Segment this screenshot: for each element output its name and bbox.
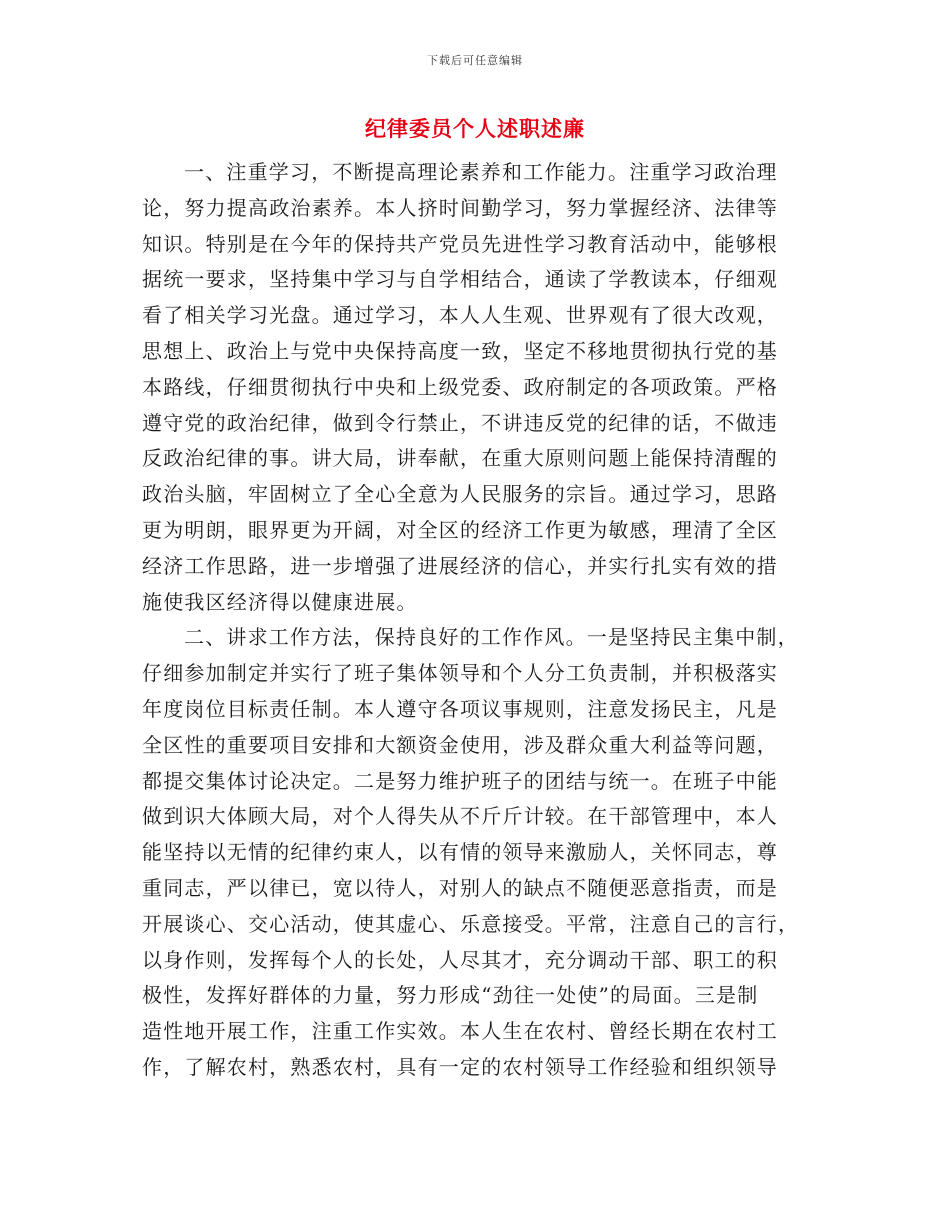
paragraph-2-line: 开展谈心、交心活动，使其虚心、乐意接受。平常，注意自己的言行， xyxy=(142,911,800,936)
paragraph-2-line: 做到识大体顾大局，对个人得失从不斤斤计较。在干部管理中，本人 xyxy=(142,804,778,829)
paragraph-2-line: 年度岗位目标责任制。本人遵守各项议事规则，注意发扬民主，凡是 xyxy=(142,696,778,721)
paragraph-2-line: 造性地开展工作，注重工作实效。本人生在农村、曾经长期在农村工 xyxy=(142,1019,778,1044)
paragraph-2-line: 作，了解农村，熟悉农村，具有一定的农村领导工作经验和组织领导 xyxy=(142,1054,778,1079)
paragraph-1-line: 据统一要求，坚持集中学习与自学相结合，通读了学教读本，仔细观 xyxy=(142,267,778,292)
paragraph-2-line: 以身作则，发挥每个人的长处，人尽其才，充分调动干部、职工的积 xyxy=(142,947,778,972)
document-body xyxy=(142,155,802,1086)
paragraph-1-line: 遵守党的政治纪律，做到令行禁止，不讲违反党的纪律的话，不做违 xyxy=(142,410,778,435)
paragraph-1-line: 一、注重学习，不断提高理论素养和工作能力。注重学习政治理 xyxy=(184,160,778,184)
document-title: 纪律委员个人述职述廉 xyxy=(365,116,585,141)
paragraph-2-line: 仔细参加制定并实行了班子集体领导和个人分工负责制，并积极落实 xyxy=(142,661,778,686)
paragraph-2-line: 重同志，严以律已，宽以待人，对别人的缺点不随便恶意指责，而是 xyxy=(142,875,778,900)
paragraph-1-line: 知识。特别是在今年的保持共产党员先进性学习教育活动中，能够根 xyxy=(142,231,778,256)
paragraph-2-line: 全区性的重要项目安排和大额资金使用，涉及群众重大利益等问题， xyxy=(142,732,778,757)
paragraph-2-line: 能坚持以无情的纪律约束人，以有情的领导来激励人，关怀同志，尊 xyxy=(142,840,778,865)
paragraph-1-line: 看了相关学习光盘。通过学习，本人人生观、世界观有了很大改观， xyxy=(142,303,778,328)
paragraph-1-line: 反政治纪律的事。讲大局，讲奉献，在重大原则问题上能保持清醒的 xyxy=(142,446,778,471)
paragraph-1-line: 政治头脑，牢固树立了全心全意为人民服务的宗旨。通过学习，思路 xyxy=(142,482,778,507)
paragraph-2-line: 极性，发挥好群体的力量，努力形成“劲往一处使”的局面。三是制 xyxy=(142,983,759,1008)
paragraph-2-line: 都提交集体讨论决定。二是努力维护班子的团结与统一。在班子中能 xyxy=(142,768,778,793)
header-note: 下载后可任意编辑 xyxy=(427,54,523,67)
paragraph-1-line: 思想上、政治上与党中央保持高度一致，坚定不移地贯彻执行党的基 xyxy=(142,338,778,363)
paragraph-1-line: 论，努力提高政治素养。本人挤时间勤学习，努力掌握经济、法律等 xyxy=(142,195,778,220)
paragraph-1-line: 更为明朗，眼界更为开阔，对全区的经济工作更为敏感，理清了全区 xyxy=(142,517,778,542)
paragraph-1-line: 经济工作思路，进一步增强了进展经济的信心，并实行扎实有效的措 xyxy=(142,553,778,578)
paragraph-2-line: 二、讲求工作方法，保持良好的工作作风。一是坚持民主集中制， xyxy=(184,625,799,650)
paragraph-1-line: 本路线，仔细贯彻执行中央和上级党委、政府制定的各项政策。严格 xyxy=(142,374,778,399)
paragraph-1-line: 施使我区经济得以健康进展。 xyxy=(142,589,418,614)
